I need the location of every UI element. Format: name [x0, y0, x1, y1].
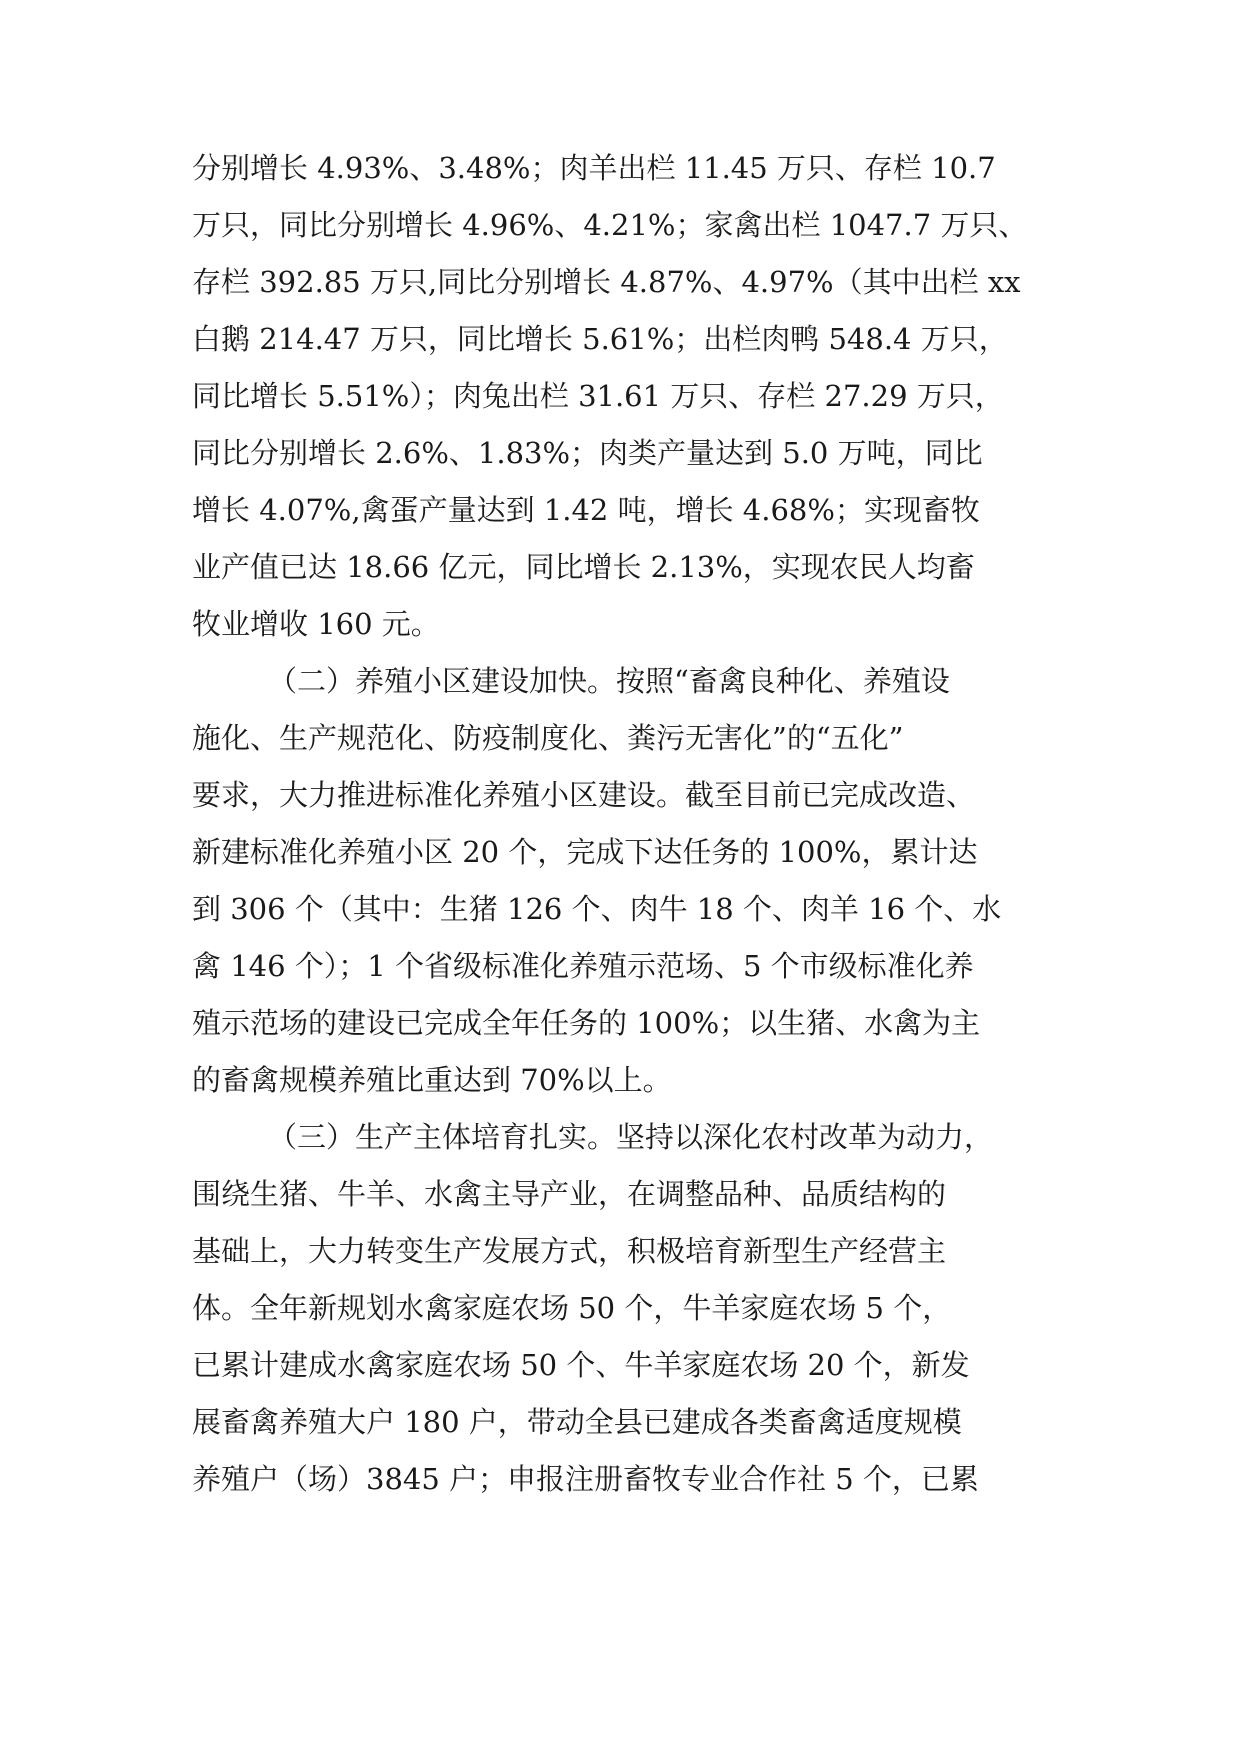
text-line: 围绕生猪、牛羊、水禽主导产业，在调整品种、品质结构的 [192, 1177, 947, 1211]
text-line: 已累计建成水禽家庭农场 50 个、牛羊家庭农场 20 个，新发 [192, 1348, 970, 1382]
text-line: 殖示范场的建设已完成全年任务的 100%；以生猪、水禽为主 [192, 1006, 981, 1040]
text-line: 存栏 392.85 万只,同比分别增长 4.87%、4.97%（其中出栏 xx [192, 265, 1021, 299]
text-line: 同比分别增长 2.6%、1.83%；肉类产量达到 5.0 万吨，同比 [192, 436, 983, 470]
section-heading-line: （三）生产主体培育扎实。坚持以深化农村改革为动力， [268, 1120, 994, 1154]
text-line: 同比增长 5.51%）；肉兔出栏 31.61 万只、存栏 27.29 万只， [192, 379, 1004, 413]
text-line: 展畜禽养殖大户 180 户，带动全县已建成各类畜禽适度规模 [192, 1405, 962, 1439]
text-line: 业产值已达 18.66 亿元，同比增长 2.13%，实现农民人均畜 [192, 550, 975, 584]
section-heading-line: （二）养殖小区建设加快。按照“畜禽良种化、养殖设 [268, 664, 950, 698]
text-line: 基础上，大力转变生产发展方式，积极培育新型生产经营主 [192, 1234, 947, 1268]
text-line: 养殖户（场）3845 户；申报注册畜牧专业合作社 5 个，已累 [192, 1462, 979, 1496]
text-line: 体。全年新规划水禽家庭农场 50 个，牛羊家庭农场 5 个， [192, 1291, 952, 1325]
text-line: 的畜禽规模养殖比重达到 70%以上。 [192, 1063, 672, 1097]
text-line: 万只，同比分别增长 4.96%、4.21%；家禽出栏 1047.7 万只、 [192, 208, 1028, 242]
text-line: 到 306 个（其中：生猪 126 个、肉牛 18 个、肉羊 16 个、水 [192, 892, 1002, 926]
text-line: 白鹅 214.47 万只，同比增长 5.61%；出栏肉鸭 548.4 万只， [192, 322, 1008, 356]
text-line: 禽 146 个）；1 个省级标准化养殖示范场、5 个市级标准化养 [192, 949, 974, 983]
text-line: 增长 4.07%,禽蛋产量达到 1.42 吨，增长 4.68%；实现畜牧 [192, 493, 980, 527]
text-line: 牧业增收 160 元。 [192, 607, 440, 641]
text-line: 新建标准化养殖小区 20 个，完成下达任务的 100%，累计达 [192, 835, 978, 869]
text-line: 要求，大力推进标准化养殖小区建设。截至目前已完成改造、 [192, 778, 976, 812]
text-line: 分别增长 4.93%、3.48%；肉羊出栏 11.45 万只、存栏 10.7 [192, 151, 996, 185]
text-line: 施化、生产规范化、防疫制度化、粪污无害化”的“五化” [192, 721, 904, 755]
